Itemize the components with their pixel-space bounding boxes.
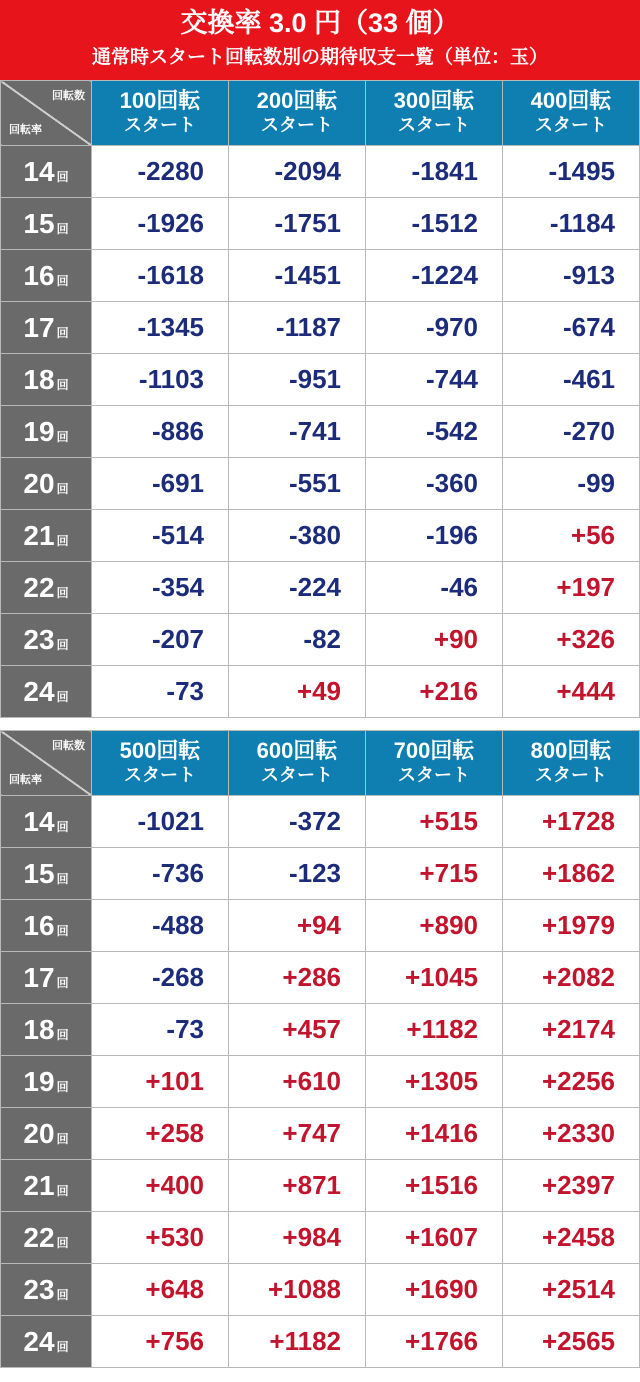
table-row — [1, 900, 640, 952]
value-cell: +756 — [92, 1316, 229, 1368]
row-label-rate: 23 — [23, 623, 55, 655]
column-header-start: スタート — [124, 115, 196, 135]
value-cell: +400 — [92, 1160, 229, 1212]
row-label — [1, 796, 92, 848]
page-title: 交換率 3.0 円（33 個） — [180, 8, 460, 38]
row-label-rate: 24 — [23, 1325, 55, 1357]
value-cell: -1841 — [366, 146, 503, 198]
value-cell: -913 — [503, 250, 640, 302]
value-cell: -2094 — [229, 146, 366, 198]
row-label-unit: 回 — [56, 221, 69, 236]
row-label — [1, 562, 92, 614]
value-cell: -2280 — [92, 146, 229, 198]
value-cell: -1926 — [92, 198, 229, 250]
table-row — [1, 406, 640, 458]
row-label — [1, 1056, 92, 1108]
table-row — [1, 458, 640, 510]
value-cell: -691 — [92, 458, 229, 510]
row-label-rate: 15 — [23, 857, 55, 889]
table-row — [1, 1056, 640, 1108]
value-cell: -123 — [229, 848, 366, 900]
row-label — [1, 848, 92, 900]
row-label — [1, 1108, 92, 1160]
row-label-rate: 24 — [23, 675, 55, 707]
value-cell: +444 — [503, 666, 640, 718]
row-label — [1, 1212, 92, 1264]
column-header — [503, 731, 640, 796]
value-cell: -73 — [92, 1004, 229, 1056]
row-label-unit: 回 — [56, 169, 69, 184]
table-row — [1, 354, 640, 406]
value-cell: -736 — [92, 848, 229, 900]
row-label — [1, 614, 92, 666]
row-label-rate: 22 — [23, 571, 55, 603]
table-row — [1, 198, 640, 250]
table-row — [1, 146, 640, 198]
row-axis-label: 回転率 — [9, 774, 42, 786]
row-label-rate: 21 — [23, 1169, 55, 1201]
value-cell: +56 — [503, 510, 640, 562]
expected-value-table-2 — [0, 730, 640, 1368]
value-cell: -207 — [92, 614, 229, 666]
value-cell: -1451 — [229, 250, 366, 302]
value-cell: -741 — [229, 406, 366, 458]
row-label-unit: 回 — [56, 1339, 69, 1354]
table-row — [1, 1004, 640, 1056]
column-header-start: スタート — [398, 115, 470, 135]
row-label — [1, 900, 92, 952]
row-label — [1, 146, 92, 198]
row-label-rate: 18 — [23, 363, 55, 395]
value-cell: +90 — [366, 614, 503, 666]
value-cell: +101 — [92, 1056, 229, 1108]
value-cell: +648 — [92, 1264, 229, 1316]
column-header-start: スタート — [261, 115, 333, 135]
value-cell: +1690 — [366, 1264, 503, 1316]
row-label-rate: 17 — [23, 961, 55, 993]
row-label — [1, 406, 92, 458]
table-row — [1, 1160, 640, 1212]
row-label-unit: 回 — [56, 1131, 69, 1146]
value-cell: -1751 — [229, 198, 366, 250]
value-cell: -268 — [92, 952, 229, 1004]
table-row — [1, 848, 640, 900]
value-cell: -46 — [366, 562, 503, 614]
value-cell: -461 — [503, 354, 640, 406]
table-row — [1, 1264, 640, 1316]
table-row — [1, 1316, 640, 1368]
column-header-spins: 500回転 — [119, 738, 201, 763]
row-label-rate: 14 — [23, 155, 55, 187]
value-cell: -551 — [229, 458, 366, 510]
row-label-unit: 回 — [56, 533, 69, 548]
value-cell: +1979 — [503, 900, 640, 952]
column-header-spins: 800回転 — [530, 738, 612, 763]
row-label-rate: 15 — [23, 207, 55, 239]
value-cell: -488 — [92, 900, 229, 952]
value-cell: +890 — [366, 900, 503, 952]
row-label — [1, 1160, 92, 1212]
value-cell: +1182 — [229, 1316, 366, 1368]
table-row — [1, 952, 640, 1004]
row-label — [1, 1316, 92, 1368]
value-cell: +216 — [366, 666, 503, 718]
value-cell: +2174 — [503, 1004, 640, 1056]
value-cell: +1607 — [366, 1212, 503, 1264]
expected-value-table-1 — [0, 80, 640, 718]
value-cell: -380 — [229, 510, 366, 562]
table-row — [1, 614, 640, 666]
value-cell: -82 — [229, 614, 366, 666]
value-cell: -744 — [366, 354, 503, 406]
value-cell: +2458 — [503, 1212, 640, 1264]
row-label-unit: 回 — [56, 1287, 69, 1302]
row-label — [1, 302, 92, 354]
row-label-unit: 回 — [56, 1027, 69, 1042]
value-cell: -1512 — [366, 198, 503, 250]
value-cell: +715 — [366, 848, 503, 900]
value-cell: -1184 — [503, 198, 640, 250]
row-label-unit: 回 — [56, 585, 69, 600]
row-label-rate: 16 — [23, 259, 55, 291]
corner-cell — [1, 731, 92, 796]
row-label-unit: 回 — [56, 1183, 69, 1198]
value-cell: +258 — [92, 1108, 229, 1160]
value-cell: -1345 — [92, 302, 229, 354]
value-cell: -360 — [366, 458, 503, 510]
column-header — [229, 81, 366, 146]
row-label-unit: 回 — [56, 819, 69, 834]
row-label-rate: 22 — [23, 1221, 55, 1253]
table-row — [1, 1108, 640, 1160]
row-label — [1, 952, 92, 1004]
value-cell: -886 — [92, 406, 229, 458]
value-cell: +1416 — [366, 1108, 503, 1160]
value-cell: -196 — [366, 510, 503, 562]
value-cell: +2330 — [503, 1108, 640, 1160]
row-label-rate: 21 — [23, 519, 55, 551]
row-label-unit: 回 — [56, 377, 69, 392]
value-cell: +515 — [366, 796, 503, 848]
row-label-unit: 回 — [56, 481, 69, 496]
value-cell: +326 — [503, 614, 640, 666]
table-row — [1, 510, 640, 562]
row-label-unit: 回 — [56, 975, 69, 990]
column-header — [366, 731, 503, 796]
page-subtitle: 通常時スタート回転数別の期待収支一覧（単位：玉） — [91, 47, 548, 68]
col-axis-label: 回転数 — [52, 90, 85, 102]
value-cell: +1088 — [229, 1264, 366, 1316]
table-row — [1, 302, 640, 354]
value-cell: -354 — [92, 562, 229, 614]
column-header — [92, 81, 229, 146]
row-label-unit: 回 — [56, 1235, 69, 1250]
value-cell: +286 — [229, 952, 366, 1004]
row-label-rate: 18 — [23, 1013, 55, 1045]
corner-cell — [1, 81, 92, 146]
row-label — [1, 510, 92, 562]
column-header-spins: 400回転 — [530, 88, 612, 113]
row-label-unit: 回 — [56, 871, 69, 886]
row-label-rate: 17 — [23, 311, 55, 343]
row-label-unit: 回 — [56, 273, 69, 288]
value-cell: -99 — [503, 458, 640, 510]
row-label-rate: 16 — [23, 909, 55, 941]
row-label-unit: 回 — [56, 1079, 69, 1094]
value-cell: -224 — [229, 562, 366, 614]
row-label — [1, 458, 92, 510]
value-cell: -970 — [366, 302, 503, 354]
value-cell: -372 — [229, 796, 366, 848]
value-cell: -674 — [503, 302, 640, 354]
table-row — [1, 796, 640, 848]
value-cell: +2082 — [503, 952, 640, 1004]
value-cell: +747 — [229, 1108, 366, 1160]
value-cell: -1021 — [92, 796, 229, 848]
col-axis-label: 回転数 — [52, 740, 85, 752]
value-cell: +1862 — [503, 848, 640, 900]
value-cell: +1305 — [366, 1056, 503, 1108]
value-cell: -542 — [366, 406, 503, 458]
row-label-rate: 20 — [23, 1117, 55, 1149]
column-header-start: スタート — [398, 765, 470, 785]
value-cell: +197 — [503, 562, 640, 614]
value-cell: -1224 — [366, 250, 503, 302]
row-label-unit: 回 — [56, 689, 69, 704]
row-label-rate: 19 — [23, 1065, 55, 1097]
title-banner — [0, 0, 640, 80]
value-cell: +1766 — [366, 1316, 503, 1368]
row-label — [1, 666, 92, 718]
row-label — [1, 1264, 92, 1316]
row-label — [1, 198, 92, 250]
value-cell: +1516 — [366, 1160, 503, 1212]
value-cell: +530 — [92, 1212, 229, 1264]
row-axis-label: 回転率 — [9, 124, 42, 136]
row-label — [1, 354, 92, 406]
value-cell: -73 — [92, 666, 229, 718]
value-cell: +457 — [229, 1004, 366, 1056]
value-cell: +984 — [229, 1212, 366, 1264]
table-row — [1, 666, 640, 718]
value-cell: -951 — [229, 354, 366, 406]
column-header-start: スタート — [261, 765, 333, 785]
value-cell: +94 — [229, 900, 366, 952]
value-cell: +2397 — [503, 1160, 640, 1212]
value-cell: -270 — [503, 406, 640, 458]
column-header-spins: 600回転 — [256, 738, 338, 763]
table-row — [1, 562, 640, 614]
column-header — [366, 81, 503, 146]
value-cell: +2514 — [503, 1264, 640, 1316]
row-label — [1, 250, 92, 302]
column-header — [503, 81, 640, 146]
table-row — [1, 1212, 640, 1264]
column-header-spins: 300回転 — [393, 88, 475, 113]
column-header-start: スタート — [124, 765, 196, 785]
table-row — [1, 250, 640, 302]
value-cell: -514 — [92, 510, 229, 562]
column-header — [229, 731, 366, 796]
value-cell: -1618 — [92, 250, 229, 302]
column-header-start: スタート — [535, 765, 607, 785]
value-cell: +2256 — [503, 1056, 640, 1108]
value-cell: +610 — [229, 1056, 366, 1108]
row-label-unit: 回 — [56, 429, 69, 444]
row-label-rate: 20 — [23, 467, 55, 499]
column-header-start: スタート — [535, 115, 607, 135]
row-label-unit: 回 — [56, 637, 69, 652]
value-cell: +1182 — [366, 1004, 503, 1056]
value-cell: +49 — [229, 666, 366, 718]
column-header — [92, 731, 229, 796]
column-header-spins: 200回転 — [256, 88, 338, 113]
column-header-spins: 700回転 — [393, 738, 475, 763]
row-label-rate: 23 — [23, 1273, 55, 1305]
value-cell: -1187 — [229, 302, 366, 354]
value-cell: +1728 — [503, 796, 640, 848]
row-label-unit: 回 — [56, 325, 69, 340]
row-label — [1, 1004, 92, 1056]
value-cell: +1045 — [366, 952, 503, 1004]
row-label-rate: 19 — [23, 415, 55, 447]
row-label-rate: 14 — [23, 805, 55, 837]
value-cell: +871 — [229, 1160, 366, 1212]
value-cell: -1103 — [92, 354, 229, 406]
value-cell: -1495 — [503, 146, 640, 198]
value-cell: +2565 — [503, 1316, 640, 1368]
column-header-spins: 100回転 — [119, 88, 201, 113]
row-label-unit: 回 — [56, 923, 69, 938]
